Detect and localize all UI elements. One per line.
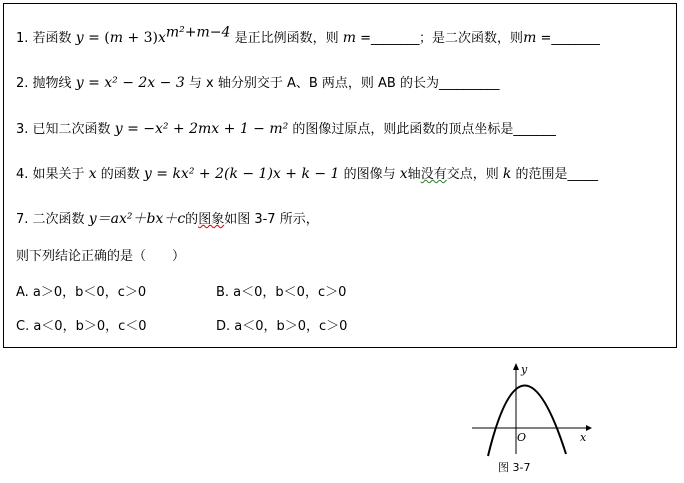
formula-y: y (75, 30, 84, 46)
answer-blank-2[interactable]: ________ (551, 31, 600, 46)
question-1-text-2: 是正比例函数，则 (234, 31, 339, 46)
question-1 (16, 24, 600, 48)
question-4-text-2: 的函数 (100, 167, 140, 182)
answer-blank-3[interactable]: __________ (439, 76, 499, 91)
figure-caption: 图 3-7 (498, 461, 531, 474)
question-7-prompt: 则下列结论正确的是（ ） (16, 249, 186, 264)
var-x: x (88, 166, 97, 182)
option-d[interactable]: D. a＜0，b＞0，c＞0 (216, 319, 348, 334)
question-3-formula: y = −x² + 2mx + 1 − m² (114, 121, 289, 137)
question-4-text: 如果关于 (32, 167, 85, 182)
question-7-text: 二次函数 (32, 212, 85, 227)
formula-eq: = ( (83, 30, 110, 46)
question-3-number: 3. (16, 122, 29, 137)
y-axis-label: y (521, 363, 528, 376)
var-m-2: m (523, 30, 537, 46)
formula-x: x (158, 30, 166, 46)
option-b[interactable]: B. a＜0，b＜0，c＞0 (216, 285, 347, 300)
question-2-text: 抛物线 (32, 76, 72, 91)
question-3-text: 已知二次函数 (32, 122, 111, 137)
question-4-text-3: 的图像与 (343, 167, 396, 182)
question-2 (16, 74, 499, 93)
x-axis-arrow (586, 425, 592, 431)
question-7 (16, 210, 319, 229)
formula-m: m (109, 30, 123, 46)
question-2-text-2: 与 x 轴分别交于 A、B 两点，则 AB 的长为 (188, 76, 439, 91)
equals-2: = (536, 31, 552, 46)
question-4-text-4: 轴 (407, 167, 421, 182)
question-box (3, 3, 677, 348)
question-7-text-2a: 的 (185, 212, 199, 227)
question-1-text-3: ；是二次函数，则 (419, 31, 524, 46)
y-axis-arrow (513, 363, 519, 370)
question-4-formula: y = kx² + 2(k − 1)x + k − 1 (143, 166, 340, 182)
var-k: k (502, 166, 512, 182)
question-4-text-6: 的范围是 (515, 167, 568, 182)
question-7-formula: y＝ax²＋bx＋c (88, 211, 186, 227)
question-1-text: 若函数 (32, 31, 72, 46)
formula-exponent: m²+m−4 (165, 24, 231, 41)
question-4-number: 4. (16, 167, 29, 182)
parabola-figure (468, 358, 598, 458)
option-c[interactable]: C. a＜0，b＞0，c＜0 (16, 319, 147, 334)
answer-blank-4[interactable]: _______ (513, 122, 556, 137)
option-a[interactable]: A. a＞0，b＜0，c＞0 (16, 285, 147, 300)
x-axis-label: x (580, 431, 587, 444)
var-x-2: x (399, 166, 408, 182)
answer-blank-1[interactable]: ________ (371, 31, 420, 46)
parabola-curve (488, 385, 566, 456)
spellcheck-word-2: 图象 (198, 212, 225, 227)
question-2-formula: y = x² − 2x − 3 (75, 75, 185, 91)
question-7-number: 7. (16, 212, 29, 227)
question-4 (16, 165, 598, 184)
formula-plus3: + 3) (123, 30, 158, 46)
spellcheck-word: 没有 (420, 167, 447, 182)
question-4-text-5: 交点，则 (446, 167, 499, 182)
var-m: m (342, 30, 357, 46)
question-3 (16, 120, 555, 139)
question-1-number: 1. (16, 31, 29, 46)
answer-blank-5[interactable]: _____ (567, 167, 598, 182)
origin-label: O (517, 431, 527, 444)
question-7-text-2b: 如图 3-7 所示， (224, 212, 319, 227)
question-3-text-2: 的图像过原点，则此函数的顶点坐标是 (292, 122, 514, 137)
question-2-number: 2. (16, 76, 29, 91)
equals: = (356, 31, 372, 46)
